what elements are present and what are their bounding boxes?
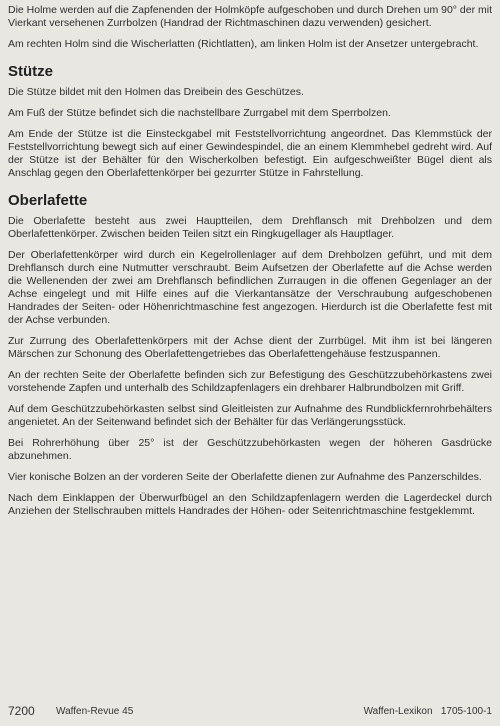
- stuetze-paragraph-2: Am Fuß der Stütze befindet sich die nachstellbare Zurrgabel mit dem Sperrbolzen.: [8, 107, 391, 119]
- oberlafette-paragraph-2: Der Oberlafettenkörper wird durch ein Kegelrollenlager auf dem Drehbolzen geführt, und mit dem Drehflansch durch eine Nutmutter verschraubt. Beim Aufsetzen der Oberlafette auf die Achse werden die Wellenenden der zwei am Drehflansch befindlichen Zurraugen in die offenen Gegenlager an der Achse eingelegt und mit Hilfe eines auf die Vierkantansätze der Verschraubung aufgeschobenen Handrades der Seiten- oder Höhenrichtmaschine fest angezogen. Hierdurch ist die Oberlafette fest mit der Achse verbunden.: [8, 249, 492, 326]
- page-content: [8, 4, 492, 526]
- stuetze-paragraph-1: Die Stütze bildet mit den Holmen das Dreibein des Geschützes.: [8, 86, 304, 98]
- oberlafette-paragraph-4: An der rechten Seite der Oberlafette befinden sich zur Befestigung des Geschützzubehörkastens zwei vorstehende Zapfen und unterhalb des Schildzapfenlagers ein drehbarer Halbrundbolzen mit Griff.: [8, 369, 492, 394]
- stuetze-paragraph-3: Am Ende der Stütze ist die Einsteckgabel mit Feststellvorrichtung angeordnet. Das Klemmstück der Feststellvorrichtung bewegt sich auf einer Gewindespindel, die an einem Klemmhebel gedreht wird. Auf der Stütze ist der Behälter für den Wischerkolben befestigt. Ein aufgeschweißter Bügel dient als Anschlag gegen den Oberlafettenkörper bei gezurrter Stütze in Fahrstellung.: [8, 128, 492, 179]
- section-heading-stuetze: Stütze: [8, 63, 53, 80]
- oberlafette-paragraph-7: Vier konische Bolzen an der vorderen Seite der Oberlafette dienen zur Aufnahme des Panzerschildes.: [8, 471, 482, 483]
- oberlafette-paragraph-5: Auf dem Geschützzubehörkasten selbst sind Gleitleisten zur Aufnahme des Rundblickfernrohrbehälters angenietet. An der Seitenwand befindet sich der Behälter für das Verlängerungsstück.: [8, 403, 492, 428]
- page-number: 7200: [8, 704, 35, 718]
- intro-paragraph-1: Die Holme werden auf die Zapfenenden der Holmköpfe aufgeschoben und durch Drehen um 90° der mit Vierkant versehenen Zurrbolzen (Handrad der Richtmaschinen dazu verwenden) gesichert.: [8, 4, 492, 29]
- section-heading-oberlafette: Oberlafette: [8, 192, 88, 209]
- oberlafette-paragraph-6: Bei Rohrerhöhung über 25° ist der Geschützzubehörkasten wegen der höheren Gasdrücke abzunehmen.: [8, 437, 492, 462]
- oberlafette-paragraph-3: Zur Zurrung des Oberlafettenkörpers mit der Achse dient der Zurrbügel. Mit ihm ist bei längeren Märschen zur Schonung des Oberlafettengetriebes das Oberlafettengehäuse festzuspannen.: [8, 335, 492, 360]
- footer-lexikon-ref: Waffen-Lexikon 1705-100-1: [363, 706, 492, 717]
- oberlafette-paragraph-8: Nach dem Einklappen der Überwurfbügel an den Schildzapfenlagern werden die Lagerdeckel durch Anziehen der Stellschrauben mittels Handrades der Höhen- oder Seitenrichtmaschine festgeklemmt.: [8, 492, 492, 517]
- footer-source: Waffen-Revue 45: [56, 706, 134, 717]
- intro-paragraph-2: Am rechten Holm sind die Wischerlatten (Richtlatten), am linken Holm ist der Ansetzer untergebracht.: [8, 38, 479, 50]
- oberlafette-paragraph-1: Die Oberlafette besteht aus zwei Hauptteilen, dem Drehflansch mit Drehbolzen und dem Oberlafettenkörper. Zwischen beiden Teilen sitzt ein Ringkugellager als Hauptlager.: [8, 215, 492, 240]
- page-footer: [0, 704, 500, 722]
